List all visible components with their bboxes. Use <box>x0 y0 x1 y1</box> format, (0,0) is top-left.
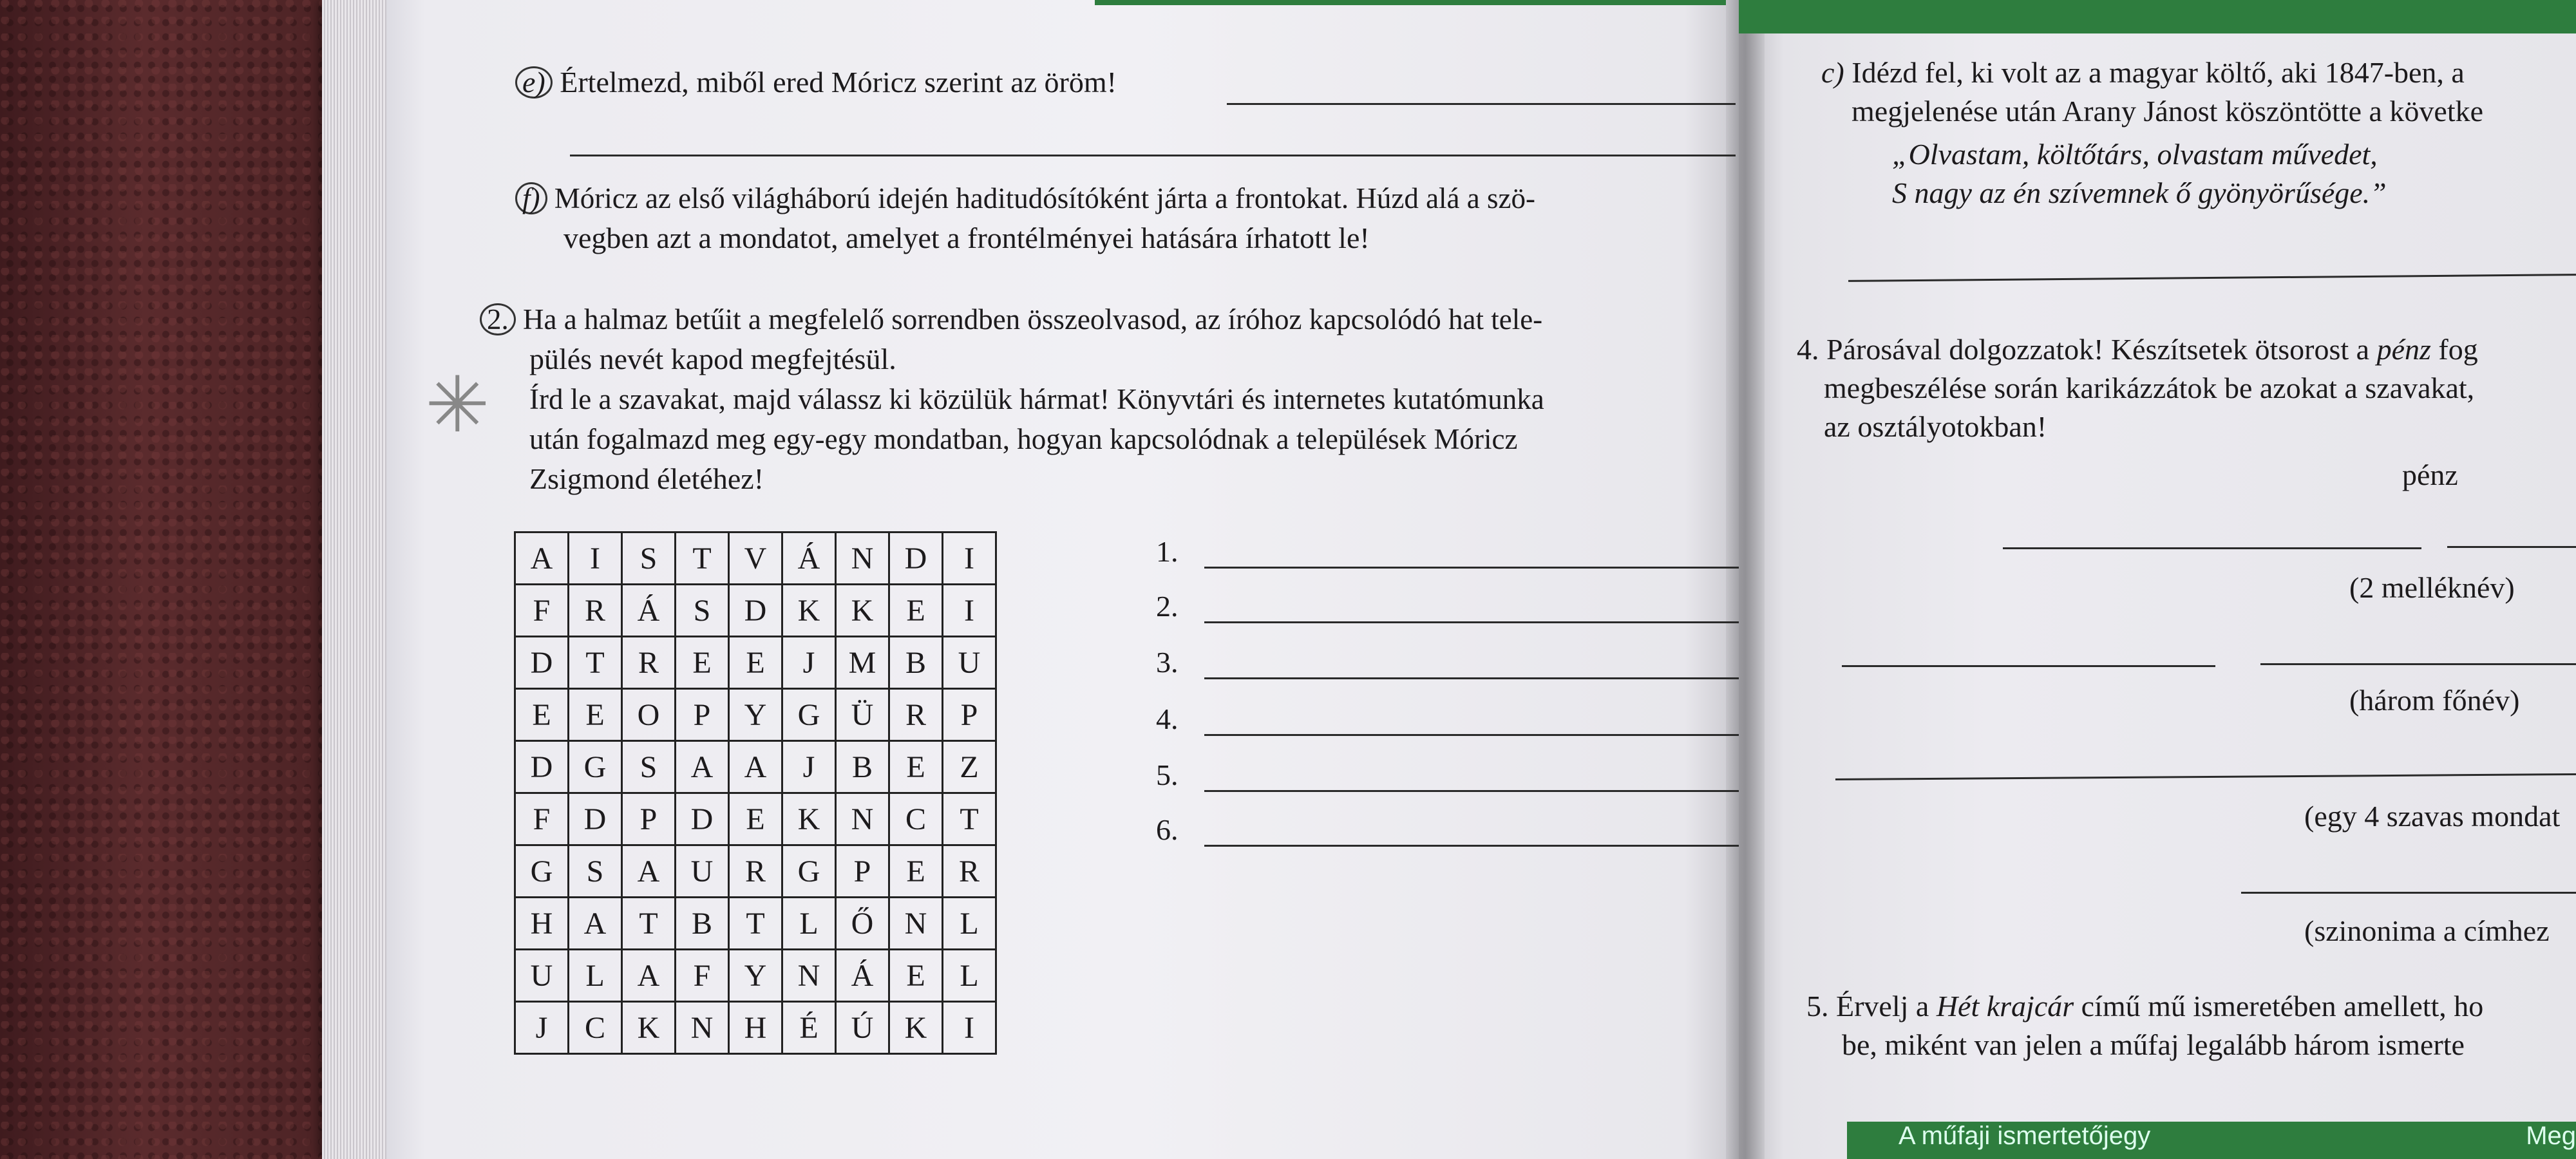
grid-row <box>515 741 996 793</box>
question-2-text-4: után fogalmazd meg egy-egy mondatban, hogyan kapcsolódnak a települések Móricz <box>529 423 1518 455</box>
answer-line-5[interactable] <box>1204 790 1739 792</box>
question-f-line2: vegben azt a mondatot, amelyet a frontélményei hatására írhatott le! <box>564 221 1370 254</box>
grid-row <box>515 898 996 950</box>
grid-row <box>515 1002 996 1054</box>
grid-cell: K <box>836 585 889 637</box>
grid-cell: E <box>569 689 622 741</box>
grid-cell: N <box>782 950 836 1002</box>
grid-cell: Y <box>729 689 782 741</box>
grid-cell: J <box>782 637 836 689</box>
grid-cell: E <box>729 637 782 689</box>
answer-line-4[interactable] <box>1204 734 1739 736</box>
question-5-text-b: című mű ismeretében amellett, ho <box>2074 990 2484 1022</box>
grid-cell: Y <box>729 950 782 1002</box>
grid-cell: R <box>729 845 782 898</box>
grid-cell: L <box>943 950 996 1002</box>
grid-cell: Á <box>782 532 836 585</box>
question-2-text-3: Írd le a szavakat, majd válassz ki közülük hármat! Könyvtári és internetes kutatómunka <box>529 383 1544 415</box>
answer-line-e1[interactable] <box>1227 103 1736 105</box>
grid-cell: C <box>569 1002 622 1054</box>
grid-row <box>515 845 996 898</box>
quote-line-1: „Olvastam, költőtárs, olvastam művedet, <box>1892 138 2378 171</box>
question-f-marker: f) <box>515 182 547 214</box>
grid-cell: K <box>889 1002 943 1054</box>
question-4-text-a: 4. Párosával dolgozzatok! Készítsetek ötsorost a <box>1797 333 2377 366</box>
grid-cell: L <box>943 898 996 950</box>
grid-cell: J <box>782 741 836 793</box>
grid-cell: H <box>515 898 569 950</box>
grid-cell: I <box>943 1002 996 1054</box>
question-2-line1 <box>480 301 1542 337</box>
word-penz: pénz <box>2402 458 2458 491</box>
question-4-line2: megbeszélése során karikázzátok be azokat a szavakat, <box>1824 372 2475 404</box>
star-icon: ✳ <box>425 361 490 450</box>
grid-cell: I <box>569 532 622 585</box>
grid-cell: G <box>782 845 836 898</box>
hint-sentence: (egy 4 szavas mondat <box>2304 800 2561 833</box>
grid-cell: Ü <box>836 689 889 741</box>
grid-cell: P <box>943 689 996 741</box>
answer-line-1[interactable] <box>1204 567 1739 569</box>
grid-row <box>515 793 996 845</box>
grid-cell: E <box>889 741 943 793</box>
answer-number-5: 5. <box>1156 759 1179 791</box>
book-spine <box>1726 0 1765 1159</box>
grid-cell: H <box>729 1002 782 1054</box>
grid-cell: T <box>943 793 996 845</box>
question-2-text-1: Ha a halmaz betűit a megfelelő sorrendben összeolvasod, az íróhoz kapcsolódó hat tele- <box>523 303 1543 335</box>
hint-synonym: (szinonima a címhez <box>2304 914 2550 947</box>
grid-cell: S <box>676 585 729 637</box>
carpet-background <box>0 0 361 1159</box>
grid-cell: S <box>622 532 676 585</box>
question-2-text-2: pülés nevét kapod megfejtésül. <box>529 343 896 375</box>
table-header-right: Meg <box>2316 1122 2576 1159</box>
answer-line-4a[interactable] <box>2003 547 2421 549</box>
grid-cell: R <box>943 845 996 898</box>
answer-line-3[interactable] <box>1204 677 1739 679</box>
grid-cell: Ú <box>836 1002 889 1054</box>
question-c <box>1821 55 2465 91</box>
grid-cell: A <box>515 532 569 585</box>
grid-cell: P <box>622 793 676 845</box>
question-e <box>515 64 1117 100</box>
answer-number-1: 1. <box>1156 535 1179 568</box>
grid-cell: J <box>515 1002 569 1054</box>
question-2-number: 2. <box>480 303 516 335</box>
grid-cell: S <box>622 741 676 793</box>
grid-cell: E <box>889 585 943 637</box>
grid-cell: L <box>569 950 622 1002</box>
grid-cell: A <box>676 741 729 793</box>
question-4-line1 <box>1797 332 2478 368</box>
grid-cell: C <box>889 793 943 845</box>
grid-cell: U <box>515 950 569 1002</box>
grid-cell: G <box>782 689 836 741</box>
question-2-text-5: Zsigmond életéhez! <box>529 462 764 495</box>
grid-cell: T <box>676 532 729 585</box>
question-e-text: Értelmezd, miből ered Móricz szerint az öröm! <box>560 66 1117 99</box>
grid-cell: O <box>622 689 676 741</box>
letter-grid <box>514 531 997 1055</box>
grid-cell: Á <box>622 585 676 637</box>
green-top-band-right <box>1739 0 2576 33</box>
grid-cell: U <box>676 845 729 898</box>
grid-cell: L <box>782 898 836 950</box>
hint-adjectives: (2 melléknév) <box>2349 571 2515 604</box>
grid-cell: M <box>836 637 889 689</box>
grid-cell: A <box>622 845 676 898</box>
grid-cell: K <box>622 1002 676 1054</box>
question-e-marker: e) <box>515 66 553 99</box>
grid-cell: P <box>676 689 729 741</box>
grid-cell: A <box>569 898 622 950</box>
grid-cell: E <box>889 845 943 898</box>
question-5-em: Hét krajcár <box>1936 990 2074 1022</box>
grid-cell: B <box>836 741 889 793</box>
answer-line-6[interactable] <box>1204 845 1739 847</box>
question-c-marker: c) <box>1821 56 1844 89</box>
grid-cell: N <box>836 793 889 845</box>
grid-cell: D <box>676 793 729 845</box>
grid-cell: Z <box>943 741 996 793</box>
grid-cell: K <box>782 585 836 637</box>
grid-cell: G <box>569 741 622 793</box>
grid-cell: N <box>889 898 943 950</box>
answer-line-4d[interactable] <box>2260 663 2576 665</box>
grid-cell: F <box>515 585 569 637</box>
hint-nouns: (három főnév) <box>2349 684 2520 717</box>
grid-cell: E <box>676 637 729 689</box>
question-4-line3: az osztályotokban! <box>1824 410 2047 443</box>
green-top-band <box>1095 0 1726 5</box>
question-4-text-b: fog <box>2430 333 2478 366</box>
grid-cell: S <box>569 845 622 898</box>
grid-cell: F <box>676 950 729 1002</box>
grid-cell: D <box>729 585 782 637</box>
grid-cell: D <box>515 741 569 793</box>
answer-number-2: 2. <box>1156 590 1179 623</box>
grid-cell: B <box>889 637 943 689</box>
grid-cell: A <box>622 950 676 1002</box>
grid-row <box>515 637 996 689</box>
grid-cell: B <box>676 898 729 950</box>
grid-cell: R <box>889 689 943 741</box>
table-header-left: A műfaji ismertetőjegy <box>1847 1122 2362 1159</box>
answer-line-2[interactable] <box>1204 621 1739 623</box>
grid-cell: E <box>889 950 943 1002</box>
grid-cell: R <box>569 585 622 637</box>
grid-cell: I <box>943 585 996 637</box>
grid-cell: D <box>889 532 943 585</box>
quote-line-2: S nagy az én szívemnek ő gyönyörűsége.” <box>1892 176 2387 209</box>
grid-cell: R <box>622 637 676 689</box>
question-5-line1 <box>1806 988 2483 1024</box>
grid-row <box>515 532 996 585</box>
question-4-em: pénz <box>2376 333 2431 366</box>
grid-cell: V <box>729 532 782 585</box>
answer-number-6: 6. <box>1156 813 1179 846</box>
question-5-text-a: 5. Érvelj a <box>1806 990 1937 1022</box>
answer-line-4c[interactable] <box>1842 665 2215 667</box>
grid-cell: Á <box>836 950 889 1002</box>
answer-number-4: 4. <box>1156 702 1179 735</box>
grid-cell: G <box>515 845 569 898</box>
grid-cell: K <box>782 793 836 845</box>
grid-cell: T <box>622 898 676 950</box>
grid-cell: F <box>515 793 569 845</box>
question-c-line1: Idézd fel, ki volt az a magyar költő, aki 1847-ben, a <box>1852 56 2465 89</box>
grid-cell: A <box>729 741 782 793</box>
grid-cell: D <box>515 637 569 689</box>
question-f <box>515 180 1535 216</box>
grid-cell: E <box>515 689 569 741</box>
grid-cell: É <box>782 1002 836 1054</box>
grid-row <box>515 950 996 1002</box>
grid-cell: Ő <box>836 898 889 950</box>
answer-number-3: 3. <box>1156 646 1179 679</box>
grid-cell: E <box>729 793 782 845</box>
grid-cell: D <box>569 793 622 845</box>
grid-cell: U <box>943 637 996 689</box>
answer-line-e2[interactable] <box>570 155 1736 156</box>
question-c-line2: megjelenése után Arany Jánost köszöntötte a követke <box>1852 95 2484 127</box>
grid-row <box>515 585 996 637</box>
grid-row <box>515 689 996 741</box>
grid-cell: T <box>569 637 622 689</box>
question-5-line2: be, miként van jelen a műfaj legalább három ismerte <box>1842 1028 2465 1061</box>
grid-cell: N <box>676 1002 729 1054</box>
question-f-line1: Móricz az első világháború idején haditudósítóként járta a frontokat. Húzd alá a szö- <box>554 182 1535 214</box>
grid-cell: T <box>729 898 782 950</box>
answer-line-4b[interactable] <box>2447 546 2576 548</box>
grid-cell: I <box>943 532 996 585</box>
answer-line-4f[interactable] <box>2241 892 2576 894</box>
grid-cell: N <box>836 532 889 585</box>
grid-cell: P <box>836 845 889 898</box>
